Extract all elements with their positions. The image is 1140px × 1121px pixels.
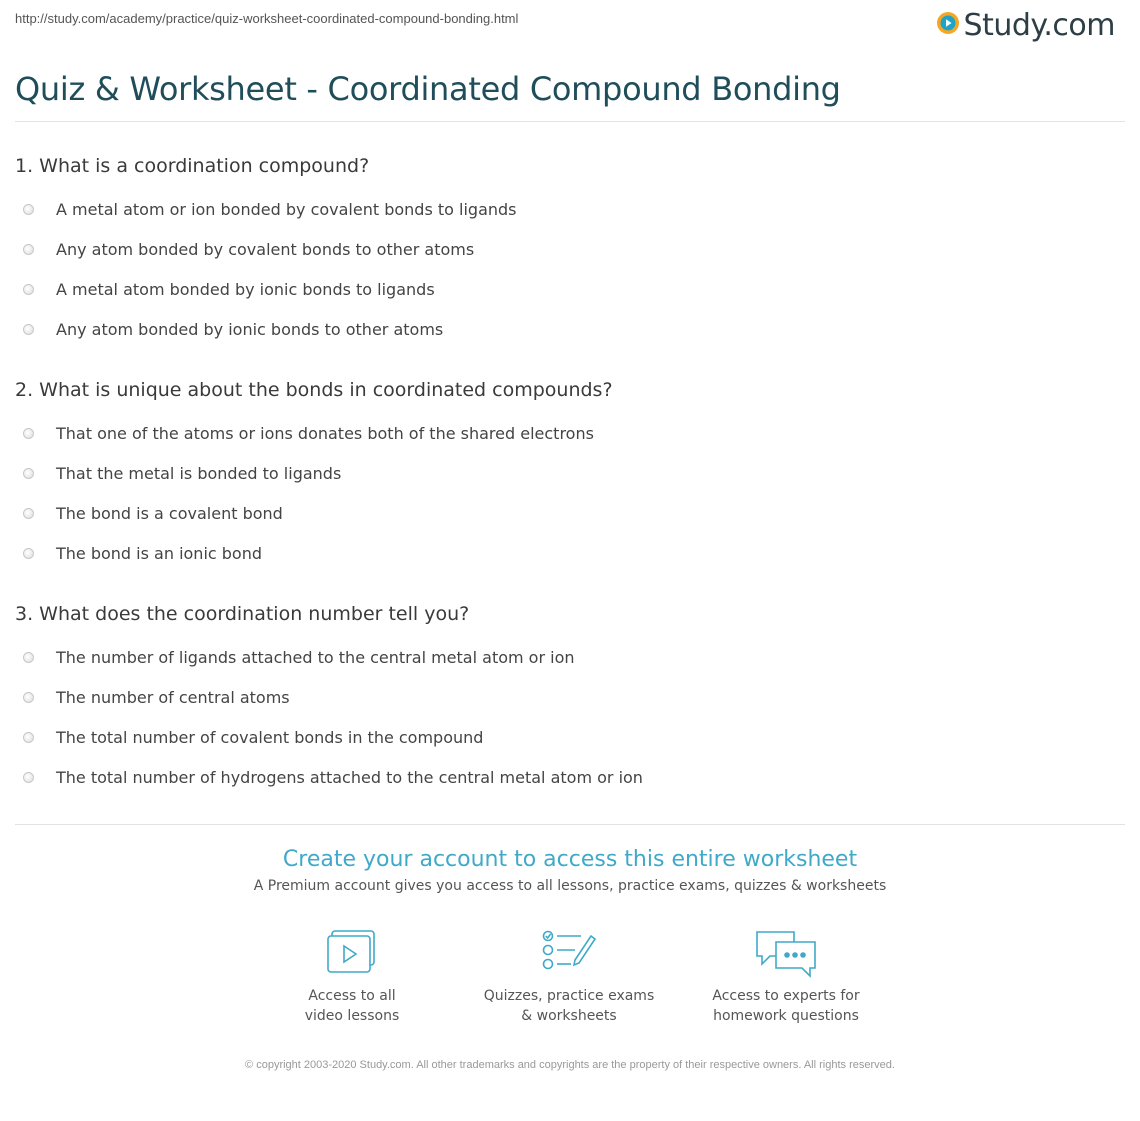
answer-option[interactable] <box>15 229 1115 269</box>
feature-label-line2: video lessons <box>304 1008 400 1024</box>
study-logo-icon <box>936 11 960 40</box>
page-url: http://study.com/academy/practice/quiz-worksheet-coordinated-compound-bonding.html <box>15 11 519 26</box>
cta-subtitle: A Premium account gives you access to all lessons, practice exams, quizzes & worksheets <box>253 878 887 894</box>
radio-button[interactable] <box>23 692 34 703</box>
radio-button[interactable] <box>23 548 34 559</box>
radio-button[interactable] <box>23 324 34 335</box>
answer-option[interactable] <box>15 533 1115 573</box>
radio-button[interactable] <box>23 244 34 255</box>
chat-bubbles-icon <box>686 928 886 980</box>
copyright-notice: © copyright 2003-2020 Study.com. All other trademarks and copyrights are the property of their respective owners. All rights reserved. <box>245 1059 895 1071</box>
answer-option[interactable] <box>15 413 1115 453</box>
radio-button[interactable] <box>23 468 34 479</box>
answer-text: The bond is a covalent bond <box>56 503 283 523</box>
question-3 <box>15 603 1115 797</box>
question-text: 3. What does the coordination number tell you? <box>15 603 470 625</box>
answer-text: The total number of covalent bonds in the compound <box>56 727 484 747</box>
answer-text: That the metal is bonded to ligands <box>56 463 342 483</box>
answer-text: The number of ligands attached to the central metal atom or ion <box>56 647 575 667</box>
answer-option[interactable] <box>15 269 1115 309</box>
create-account-link[interactable]: Create your account to access this entire worksheet <box>282 847 858 872</box>
answer-text: The bond is an ionic bond <box>56 543 263 563</box>
radio-button[interactable] <box>23 652 34 663</box>
answer-text: That one of the atoms or ions donates both of the shared electrons <box>56 423 594 443</box>
radio-button[interactable] <box>23 508 34 519</box>
question-text: 2. What is unique about the bonds in coordinated compounds? <box>15 379 613 401</box>
radio-button[interactable] <box>23 204 34 215</box>
answer-text: A metal atom bonded by ionic bonds to ligands <box>56 279 435 299</box>
feature-quizzes <box>469 928 669 1026</box>
question-2 <box>15 379 1115 573</box>
question-1 <box>15 155 1115 349</box>
study-logo[interactable] <box>936 8 1115 43</box>
answer-text: Any atom bonded by covalent bonds to other atoms <box>56 239 475 259</box>
feature-video-lessons <box>252 928 452 1026</box>
feature-label-line2: & worksheets <box>521 1008 617 1024</box>
answer-option[interactable] <box>15 453 1115 493</box>
answer-text: The number of central atoms <box>56 687 290 707</box>
answer-option[interactable] <box>15 677 1115 717</box>
radio-button[interactable] <box>23 284 34 295</box>
question-text: 1. What is a coordination compound? <box>15 155 370 177</box>
answer-option[interactable] <box>15 189 1115 229</box>
study-logo-text: Study.com <box>963 8 1115 43</box>
divider <box>15 824 1125 825</box>
feature-label-line2: homework questions <box>713 1008 859 1024</box>
answer-text: The total number of hydrogens attached to the central metal atom or ion <box>56 767 643 787</box>
signup-cta <box>0 847 1140 894</box>
answer-list <box>15 637 1115 797</box>
answer-option[interactable] <box>15 757 1115 797</box>
answer-text: Any atom bonded by ionic bonds to other atoms <box>56 319 444 339</box>
quiz-checklist-icon <box>469 928 669 980</box>
radio-button[interactable] <box>23 732 34 743</box>
radio-button[interactable] <box>23 428 34 439</box>
feature-experts <box>686 928 886 1026</box>
divider <box>15 121 1125 122</box>
feature-label-line1: Quizzes, practice exams <box>483 988 655 1004</box>
page-title: Quiz & Worksheet - Coordinated Compound Bonding <box>15 70 841 108</box>
video-lesson-icon <box>252 928 452 980</box>
feature-label-line1: Access to all <box>308 988 396 1004</box>
answer-option[interactable] <box>15 637 1115 677</box>
radio-button[interactable] <box>23 772 34 783</box>
answer-list <box>15 189 1115 349</box>
answer-option[interactable] <box>15 493 1115 533</box>
answer-list <box>15 413 1115 573</box>
feature-label-line1: Access to experts for <box>712 988 860 1004</box>
answer-text: A metal atom or ion bonded by covalent bonds to ligands <box>56 199 517 219</box>
answer-option[interactable] <box>15 717 1115 757</box>
answer-option[interactable] <box>15 309 1115 349</box>
